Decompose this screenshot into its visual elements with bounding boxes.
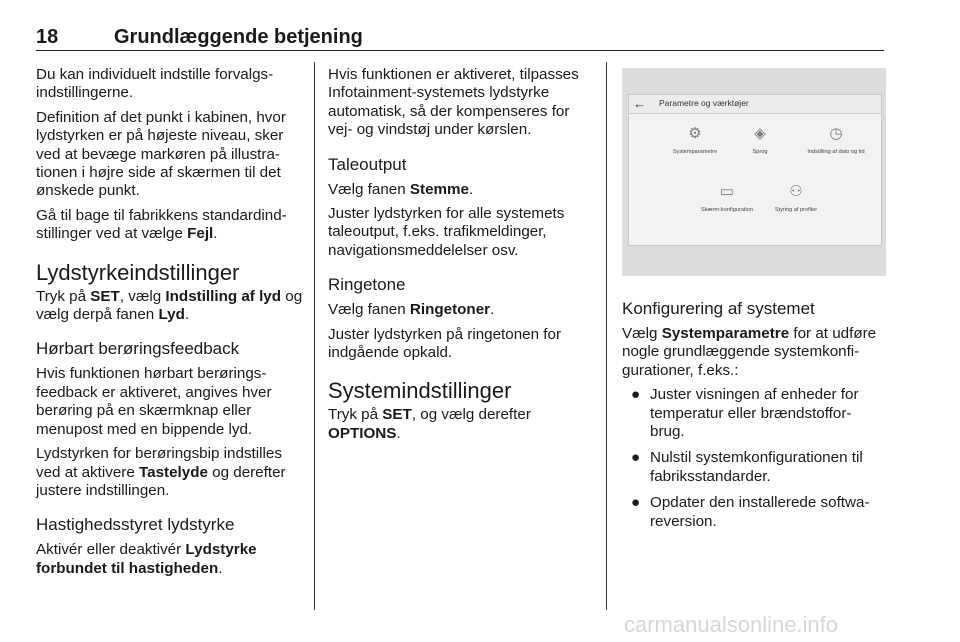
language-icon: ◈ — [754, 125, 766, 142]
bullet-icon: ● — [631, 449, 641, 467]
tile-sprog[interactable]: ◈ Sprog — [735, 125, 785, 155]
tile-skaerm-konfiguration[interactable]: ▭ Skærm-konfiguration — [701, 183, 753, 213]
tile-systemparametre[interactable]: ⚙ Systemparametre — [672, 125, 718, 155]
screen-title-bar — [629, 95, 881, 114]
paragraph: Vælg fanen Ringetoner. — [328, 301, 495, 319]
profile-icon: ⚇ — [789, 183, 803, 200]
paragraph: Gå til bage til fabrikkens standardind-stillinger ved at vælge Fejl. — [36, 206, 287, 243]
screen-title: Parametre og værktøjer — [659, 98, 749, 108]
column-3 — [622, 294, 886, 539]
heading-hastighed: Hastighedsstyret lydstyrke — [36, 515, 235, 535]
header-title: Grundlæggende betjening — [114, 26, 363, 48]
paragraph: Lydstyrken for berøringsbip indstilles ved at aktivere Tastelyde og derefter justere indstillingen. — [36, 445, 286, 499]
paragraph: Hvis funktionen hørbart berørings-feedback er aktiveret, angives hver berøring på en skærmknap eller menupost med en bippende lyd. — [36, 365, 272, 438]
heading-konfigurering: Konfigurering af systemet — [622, 299, 815, 318]
paragraph: Juster lydstyrken for alle systemets taleoutput, f.eks. trafikmeldinger, navigationsmeddelelser osv. — [328, 205, 565, 259]
list-item: ● Opdater den installerede softwa-reversion. — [631, 494, 870, 530]
heading-lydstyrke: Lydstyrkeindstillinger — [36, 259, 240, 285]
heading-horbart: Hørbart berøringsfeedback — [36, 339, 240, 359]
column-1 — [36, 66, 304, 584]
clock-icon: ◷ — [829, 125, 843, 142]
watermark: carmanualsonline.info — [624, 612, 839, 637]
tile-profiler[interactable]: ⚇ Styring af profiler — [774, 183, 818, 213]
heading-systemindstillinger: Systemindstillinger — [328, 378, 512, 404]
list-item: ● Nulstil systemkonfigurationen til fabriksstandarder. — [631, 449, 863, 485]
page-header — [36, 26, 884, 52]
paragraph: Juster lydstyrken på ringetonen for indgående opkald. — [328, 325, 561, 362]
monitor-icon: ▭ — [719, 183, 735, 200]
paragraph: Vælg Systemparametre for at udføre nogle grundlæggende systemkonfi-gurationer, f.eks.: — [622, 325, 877, 379]
header-divider — [36, 50, 884, 51]
page-number: 18 — [36, 26, 59, 48]
column-divider-right — [606, 62, 607, 610]
bullet-list — [622, 386, 886, 531]
screenshot-figure — [622, 68, 886, 276]
paragraph: Tryk på SET, og vælg derefter OPTIONS. — [328, 406, 531, 442]
paragraph: Vælg fanen Stemme. — [328, 180, 474, 198]
heading-taleoutput: Taleoutput — [328, 154, 407, 174]
gears-icon: ⚙ — [688, 125, 702, 142]
paragraph: Definition af det punkt i kabinen, hvor lydstyrken er på højeste niveau, sker ved at bevæge markøren på illustra-tionen i højre side af skærmen til det ønskede punkt. — [36, 108, 286, 200]
paragraph: Du kan individuelt indstille forvalgs-indstillingerne. — [36, 66, 274, 102]
bold-term: Fejl — [187, 225, 214, 243]
bullet-icon: ● — [631, 494, 641, 512]
paragraph: Hvis funktionen er aktiveret, tilpasses Infotainment-systemets lydstyrke automatisk, så der kompenseres for vej- og vindstøj under kørslen. — [328, 66, 579, 139]
paragraph: Tryk på SET, vælg Indstilling af lyd og vælg derpå fanen Lyd. — [36, 287, 303, 324]
infotainment-screen — [628, 94, 882, 246]
list-item: ● Juster visningen af enheder for temperatur eller brændstoffor-brug. — [631, 386, 859, 441]
back-arrow-icon[interactable]: ← — [633, 96, 646, 111]
paragraph: Aktivér eller deaktivér Lydstyrke forbundet til hastigheden. — [36, 541, 257, 577]
bullet-icon: ● — [631, 386, 641, 404]
heading-ringetone: Ringetone — [328, 275, 406, 295]
column-2 — [328, 66, 598, 449]
tile-dato-tid[interactable]: ◷ Indstilling af dato og tid — [807, 125, 865, 155]
column-divider-left — [314, 62, 315, 610]
